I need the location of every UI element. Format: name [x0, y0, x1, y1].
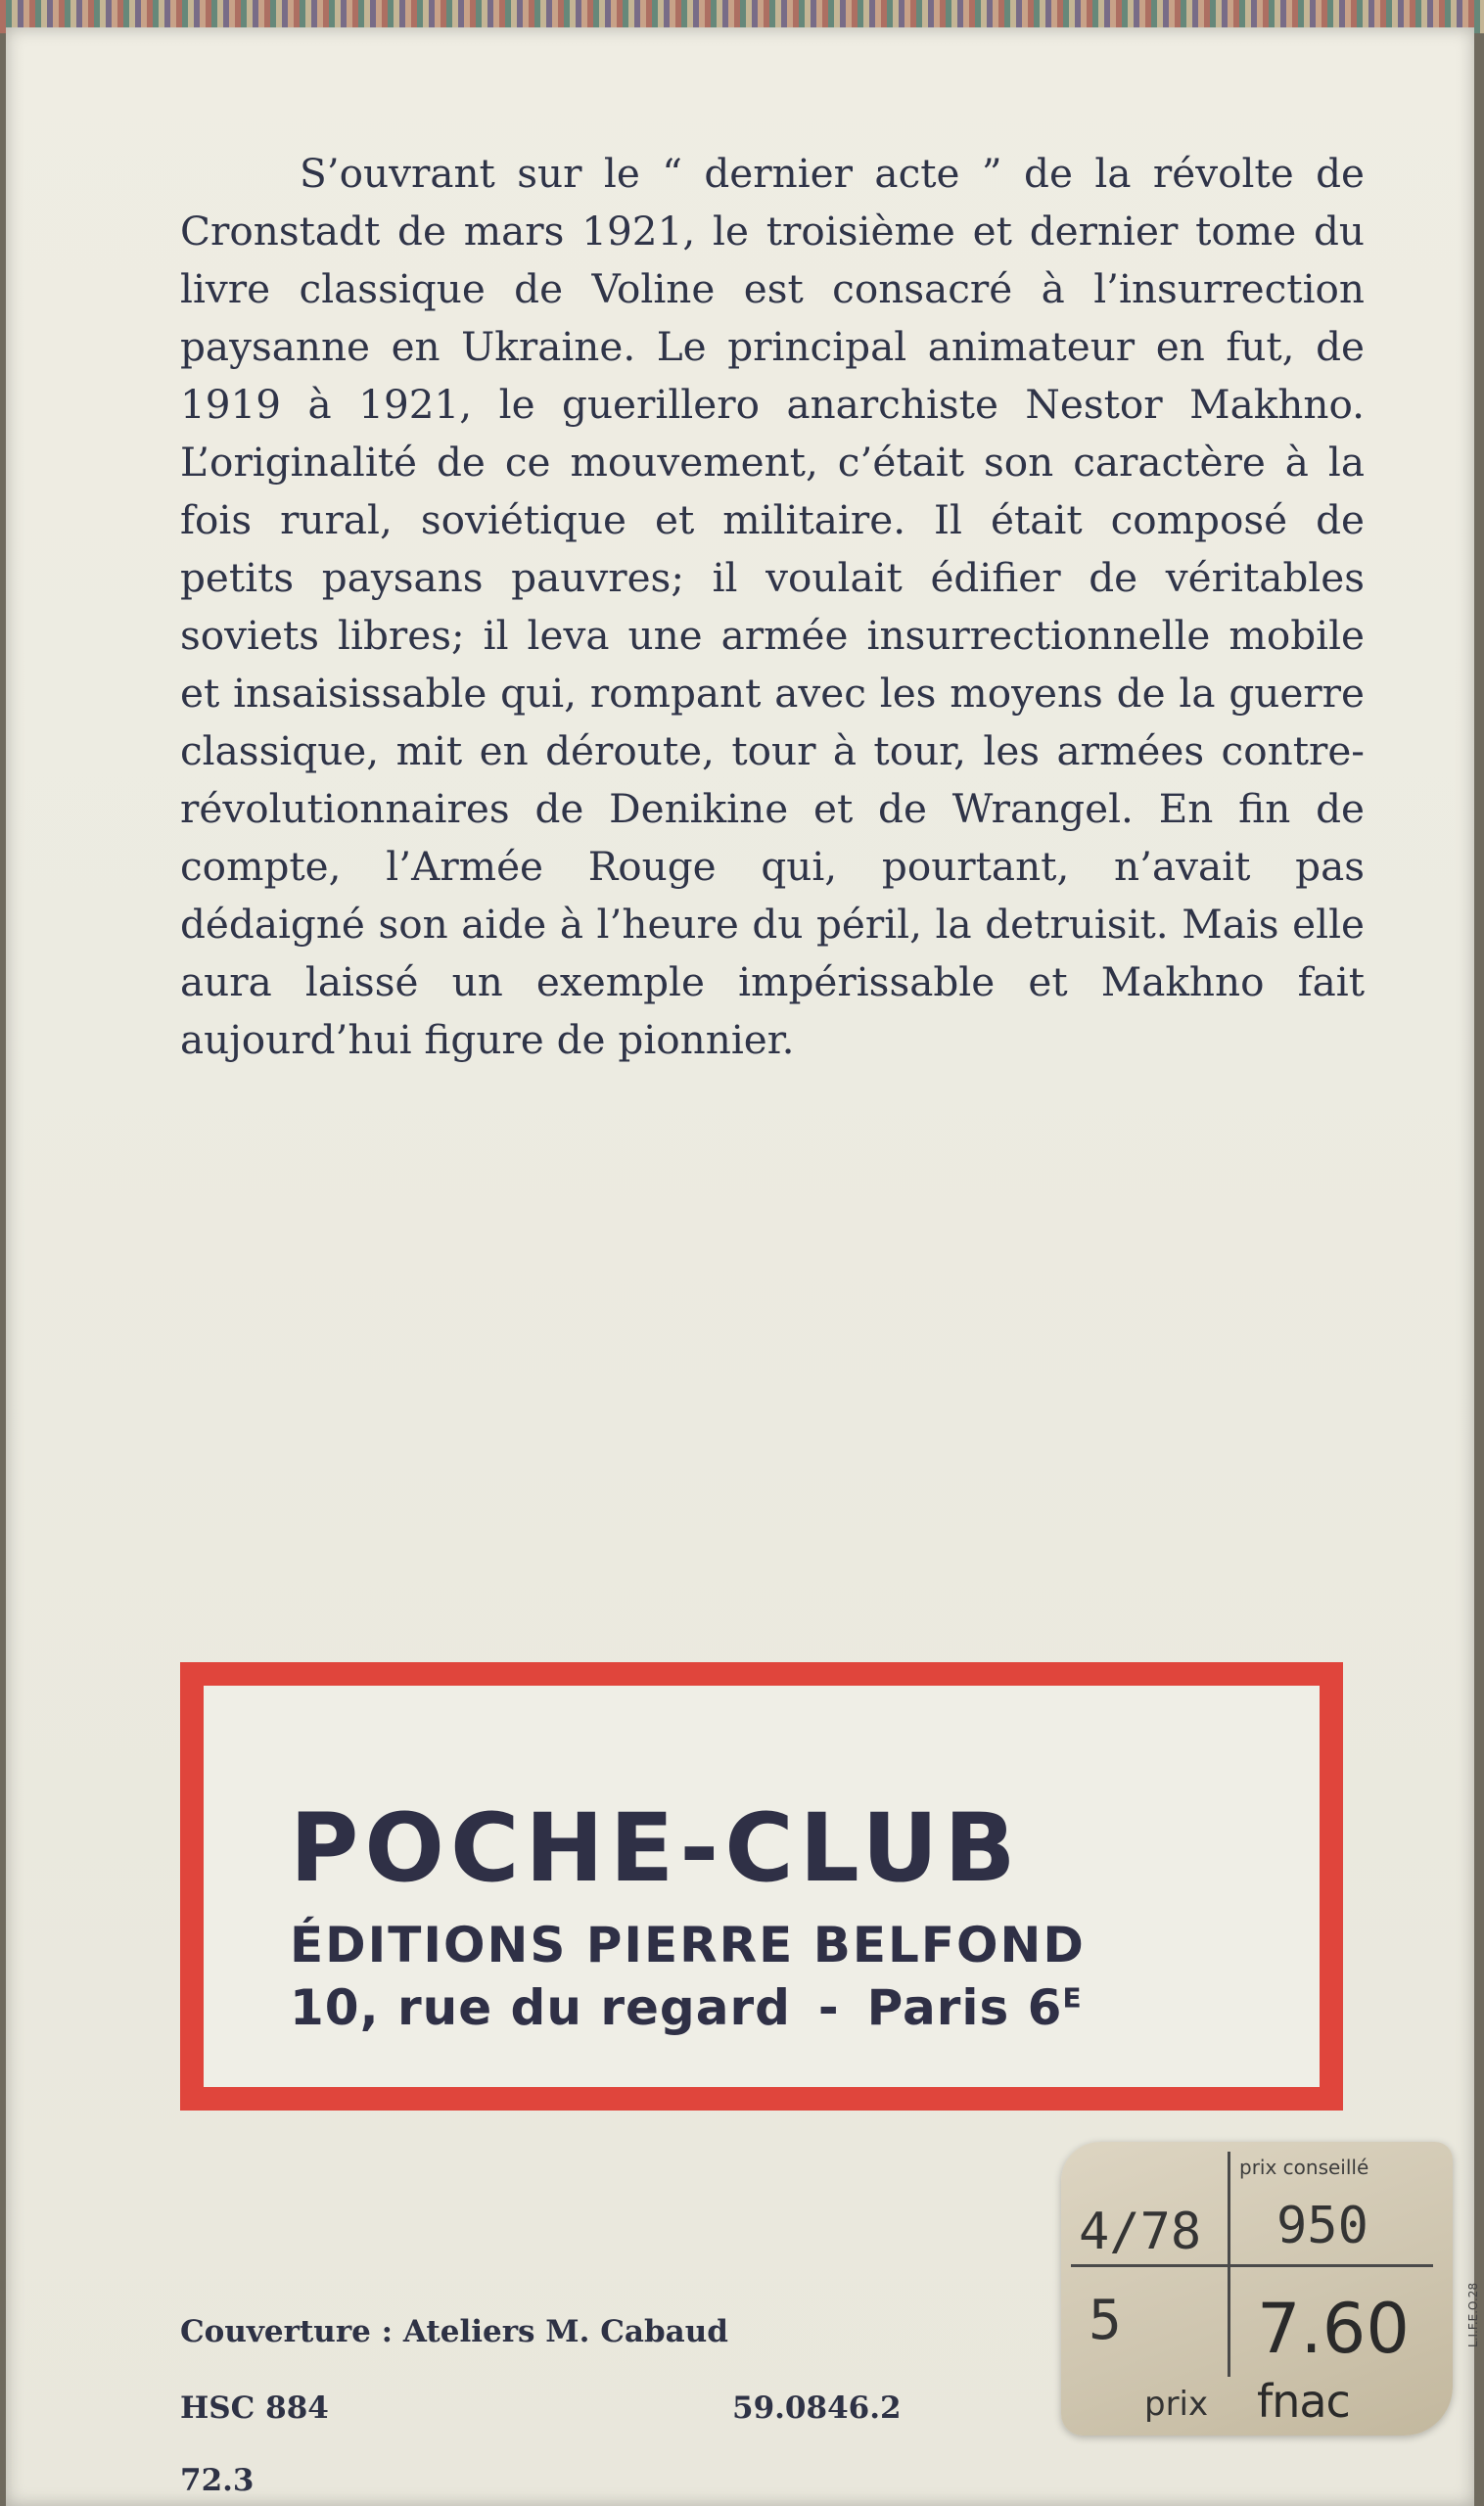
address-city: Paris 6: [866, 1979, 1063, 2036]
printer-mark: L.I.F.E.O.28: [1466, 2282, 1480, 2347]
sticker-divider-horizontal: [1071, 2264, 1433, 2267]
address-street: 10, rue du regard: [290, 1979, 791, 2036]
series-brand: POCHE-CLUB: [290, 1793, 1022, 1903]
price-sticker: [1061, 2142, 1453, 2436]
sticker-price: 7.60: [1257, 2289, 1410, 2369]
publisher-name: ÉDITIONS PIERRE BELFOND: [290, 1917, 1086, 1973]
publisher-box: [180, 1662, 1343, 2111]
catalog-number: 59.0846.2: [732, 2390, 902, 2426]
cover-credit: Couverture : Ateliers M. Cabaud: [180, 2314, 728, 2349]
fnac-logo: fnac: [1257, 2375, 1350, 2428]
print-code: 72.3: [180, 2463, 255, 2498]
book-back-cover: [6, 27, 1480, 2506]
sticker-prix-label: prix: [1144, 2385, 1209, 2424]
address-superscript: E: [1062, 1981, 1083, 2015]
sticker-date-code: 4/78: [1079, 2203, 1202, 2261]
sticker-code: 5: [1089, 2289, 1122, 2352]
blurb-text: S’ouvrant sur le “ dernier acte ” de la révolte de Cronstadt de mars 1921, le troisième et dernier tome du livre classique de Voline est consacré à l’insurrection paysanne en Ukraine. Le principal animateur en fut, de 1919 à 1921, le guerillero anarchiste Nestor Makhno. L’originalité de ce mouvement, c’était son caractère à la fois rural, soviétique et militaire. Il était composé de petits paysans pauvres; il voulait édifier de véritables soviets libres; il leva une armée insurrectionnelle mobile et insaisissable qui, rompant avec les moyens de la guerre classique, mit en déroute, tour à tour, les armées contre-révolutionnaires de Denikine et de Wrangel. En fin de compte, l’Armée Rouge qui, pourtant, n’avait pas dédaigné son aide à l’heure du péril, la detruisit. Mais elle aura laissé un exemple impérissable et Makhno fait aujourd’hui figure de pionnier.: [180, 150, 1365, 1063]
series-code: HSC 884: [180, 2390, 329, 2426]
sticker-suggested-price: 950: [1276, 2197, 1368, 2255]
address-separator: -: [817, 1979, 840, 2036]
publisher-address: [290, 1979, 1083, 2036]
sticker-label-suggested: prix conseillé: [1239, 2156, 1369, 2179]
